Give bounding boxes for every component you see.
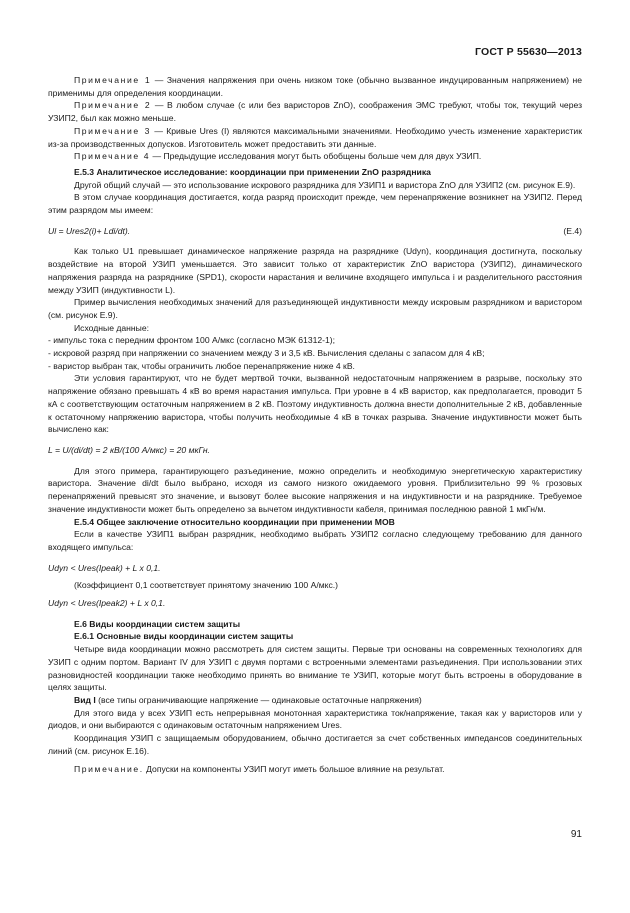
note-2-text: — В любом случае (с или без варисторов ZnO), соображения ЭМС требуют, чтобы ток, текущий через УЗИП2, был как можно меньше. xyxy=(48,100,583,124)
formula-udyn-1: Udyn < Ures(Ipeak) + L x 0,1. xyxy=(48,562,161,573)
note-2-label: Примечание 2 xyxy=(74,100,152,111)
section-e6-heading: E.6 Виды координации систем защиты xyxy=(74,618,241,629)
paragraph: Эти условия гарантируют, что не будет мертвой точки, вызванной недостаточным напряжением в разрыве, поскольку это напряжение обязано превышать 4 кВ во время нарастания импульса. При уровне в 4 кВ варистор, как предполагается, проводит 5 кА с соответствующим остаточным напряжением в 2 кВ. Поэтому индуктивность должна внести дополнительные 2 кВ, добавленные к остаточному напряжению варистора, чтобы получить необходимые 4 кВ в точках разрыва. Значение индуктивности может быть вычислено как: xyxy=(48,373,582,435)
paragraph: (Коэффициент 0,1 соответствует принятому значению 100 А/мкс.) xyxy=(74,580,339,591)
formula-inductance: L = U/(di/dt) = 2 кВ/(100 А/мкс) = 20 мкГн. xyxy=(48,444,210,455)
note-1-text: — Значения напряжения при очень низком токе (обычно вызванное индуцированным напряжением) не применимы для определения координации. xyxy=(48,75,583,98)
paragraph: Координация УЗИП с защищаемым оборудованием, обычно достигается за счет собственных импедансов соединительных линий (см. рисунок E.16). xyxy=(48,733,582,756)
formula-e4 xyxy=(48,225,582,238)
paragraph: В этом случае координация достигается, когда разряд происходит прежде, чем перенапряжение возникнет на УЗИП2. Перед этим разрядом мы имеем: xyxy=(48,192,582,216)
paragraph: Четыре вида координации можно рассмотреть для систем защиты. Первые три основаны на современных технологиях для УЗИП с одним портом. Вариант IV для УЗИП с двумя портами с встроенными элементами разъединения. При использовании этих разновидностей координации также необходимо принять во внимание те УЗИП, которые могут быть встроены в оборудование в целях защиты. xyxy=(48,644,582,693)
section-e54-heading: E.5.4 Общее заключение относительно координации при применении МОВ xyxy=(74,516,395,527)
note-3-label: Примечание 3 xyxy=(74,125,152,136)
note-2 xyxy=(48,99,582,124)
paragraph: Для этого вида у всех УЗИП есть непрерывная монотонная характеристика ток/напряжение, такая как у варисторов или у диодов, и они выбираются с одинаковым остаточным напряжением Ures. xyxy=(48,707,582,731)
vid-1-label: Вид I xyxy=(74,694,96,705)
paragraph: Другой общий случай — это использование искрового разрядника для УЗИП1 и варистора ZnO для УЗИП2 (см. рисунок E.9). xyxy=(74,179,576,190)
section-e53-heading: E.5.3 Аналитическое исследование: координации при применении ZnO разрядника xyxy=(74,166,431,177)
final-note-text: Допуски на компоненты УЗИП могут иметь большое влияние на результат. xyxy=(143,764,445,775)
final-note xyxy=(48,763,582,776)
note-3-text: — Кривые Ures (I) являются максимальными значениями. Необходимо учесть изменение характеристик из-за производственных допусков. Изготовитель может предоставить эти данные. xyxy=(48,125,582,149)
list-item: - варистор выбран так, чтобы ограничить любое перенапряжение ниже 4 кВ. xyxy=(48,360,355,371)
paragraph: Как только U1 превышает динамическое напряжение разряда на разряднике (Udyn), координация достигнута, поскольку воздействие на второй УЗИП уменьшается. Это зависит только от характеристик ZnO варистора (УЗИП2), динамического напряжения разряда на разряднике (SPD1), скорости нарастания и величине входящего импульса i и разделительного расстояния между УЗИП (индуктивности L). xyxy=(48,246,582,295)
note-4 xyxy=(48,150,582,163)
section-e61-heading: E.6.1 Основные виды координации систем защиты xyxy=(74,631,294,642)
note-1 xyxy=(48,74,582,99)
vid-1-text: (все типы ограничивающие напряжение — одинаковые остаточные напряжения) xyxy=(95,694,422,705)
paragraph: Пример вычисления необходимых значений для разъединяющей индуктивности между искровым разрядником и варистором (см. рисунок E.9). xyxy=(48,297,582,320)
list-item: - импульс тока с передним фронтом 100 А/мкс (согласно МЭК 61312-1); xyxy=(48,335,336,346)
note-4-label: Примечание 4 xyxy=(74,151,151,162)
paragraph: Исходные данные: xyxy=(74,322,149,333)
formula-udyn-2: Udyn < Ures(Ipeak2) + L x 0,1. xyxy=(48,598,166,609)
page-number: 91 xyxy=(570,829,582,840)
final-note-label: Примечание. xyxy=(74,764,144,775)
page-content xyxy=(48,74,582,776)
note-4-text: — Предыдущие исследования могут быть обобщены больше чем для двух УЗИП. xyxy=(150,151,482,162)
paragraph: Если в качестве УЗИП1 выбран разрядник, необходимо выбрать УЗИП2 согласно следующему требованию для данного входящего импульса: xyxy=(48,529,582,552)
paragraph: Для этого примера, гарантирующего разъединение, можно определить и необходимую энергетическую характеристику варистора. Значение di/dt было выбрано, исходя из самого низкого ожидаемого уровня. Приблизительно 99 % грозовых перенапряжений превысят это значение, и вызовут более высокие напряжения и на индуктивности и на разряднике. Требуемое значение индуктивности может быть определено за вычетом индуктивности кабеля, принимая последнюю равной 1 мкГн/м. xyxy=(48,465,582,514)
standard-header: ГОСТ Р 55630—2013 xyxy=(474,46,582,58)
note-3 xyxy=(48,125,582,150)
list-item: - искровой разряд при напряжении со значением между 3 и 3,5 кВ. Вычисления сделаны с запасом для 4 кВ; xyxy=(48,348,485,359)
formula-e4-text: Ul = Ures2(i)+ Ldi/dt). xyxy=(48,225,131,236)
formula-e4-number: (E.4) xyxy=(563,225,582,236)
vid-1-line xyxy=(48,694,582,707)
note-1-label: Примечание 1 xyxy=(74,75,152,85)
